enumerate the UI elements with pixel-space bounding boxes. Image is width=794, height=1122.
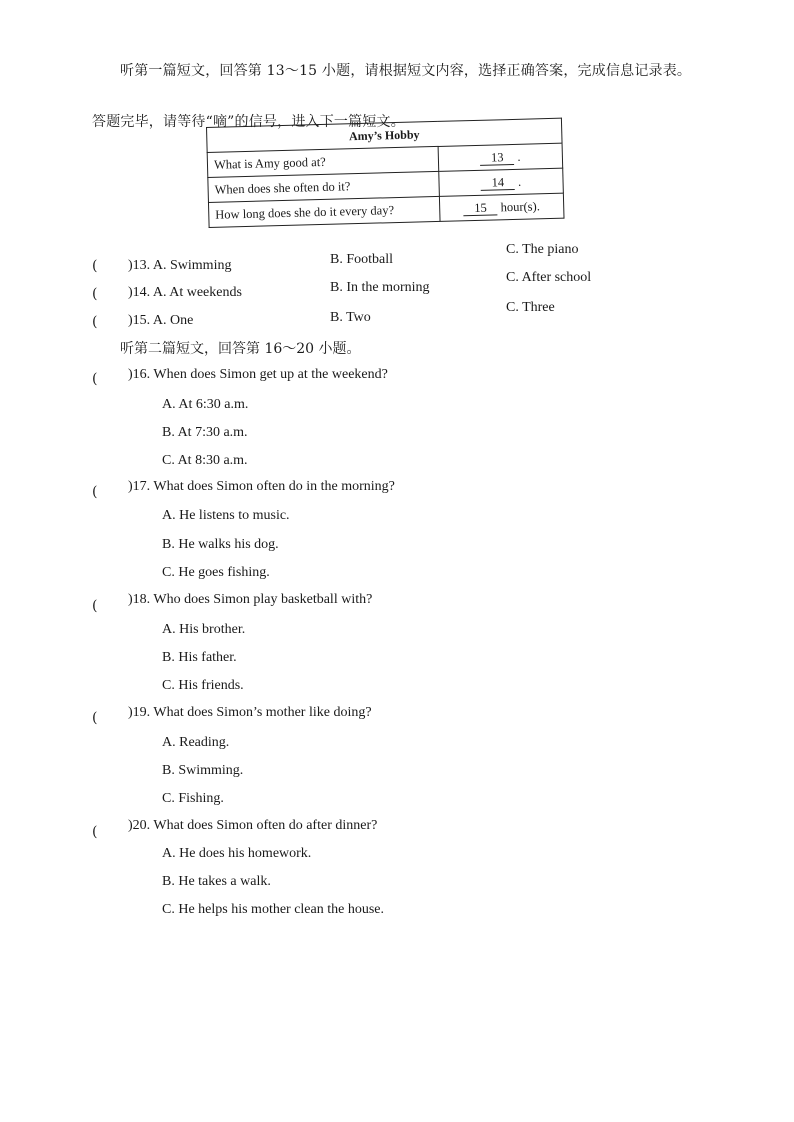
answer-paren[interactable]: (	[92, 258, 98, 274]
question-19: )19. What does Simon’s mother like doing?	[128, 705, 372, 720]
table-title: Amy’s Hobby	[207, 118, 563, 152]
question-15-option-a: )15. A. One	[128, 313, 194, 328]
question-18-option-b: B. His father.	[162, 650, 237, 665]
question-19-option-b: B. Swimming.	[162, 763, 244, 778]
answer-suffix: .	[517, 149, 521, 164]
table-answer-cell	[439, 193, 564, 221]
question-13-option-a: )13. A. Swimming	[128, 258, 232, 273]
section1-instruction-line1: 听第一篇短文，回答第 13～15 小题，请根据短文内容，选择正确答案，完成信息记录表。	[120, 63, 692, 79]
question-17: )17. What does Simon often do in the morning?	[128, 479, 395, 494]
question-20-option-b: B. He takes a walk.	[162, 874, 271, 889]
table-question: When does she often do it?	[208, 171, 440, 202]
question-19-option-a: A. Reading.	[162, 735, 230, 750]
answer-paren[interactable]: (	[92, 710, 98, 726]
answer-blank: 14	[481, 174, 515, 190]
question-19-option-c: C. Fishing.	[162, 791, 224, 806]
question-15-option-c: C. Three	[506, 300, 555, 315]
answer-paren[interactable]: (	[92, 484, 98, 500]
table-answer-cell	[438, 143, 563, 171]
section2-instruction: 听第二篇短文，回答第 16～20 小题。	[120, 341, 361, 357]
question-14-option-a: )14. A. At weekends	[128, 285, 242, 300]
answer-paren[interactable]: (	[92, 286, 98, 302]
table-question: How long does she do it every day?	[208, 196, 440, 227]
question-13-option-b: B. Football	[330, 252, 394, 267]
question-16: )16. When does Simon get up at the weekend?	[128, 367, 388, 382]
table-question: What is Amy good at?	[207, 146, 439, 177]
question-18: )18. Who does Simon play basketball with?	[128, 592, 373, 607]
answer-paren[interactable]: (	[92, 371, 98, 387]
answer-suffix: hour(s).	[500, 198, 541, 214]
question-17-option-a: A. He listens to music.	[162, 508, 290, 523]
answer-blank: 13	[480, 149, 514, 165]
question-13-option-c: C. The piano	[506, 242, 579, 257]
question-17-option-b: B. He walks his dog.	[162, 537, 279, 552]
question-20: )20. What does Simon often do after dinner?	[128, 818, 378, 833]
section1-instruction-line2: 答题完毕，请等待“嘀”的信号，进入下一篇短文。	[92, 114, 405, 130]
answer-paren[interactable]: (	[92, 824, 98, 840]
question-17-option-c: C. He goes fishing.	[162, 565, 270, 580]
question-16-option-c: C. At 8:30 a.m.	[162, 453, 248, 468]
answer-blank: 15	[463, 200, 497, 216]
table-answer-cell	[439, 168, 564, 196]
answer-paren[interactable]: (	[92, 598, 98, 614]
question-16-option-b: B. At 7:30 a.m.	[162, 425, 248, 440]
question-16-option-a: A. At 6:30 a.m.	[162, 397, 249, 412]
amys-hobby-table	[206, 118, 565, 228]
answer-paren[interactable]: (	[92, 314, 98, 330]
answer-suffix: .	[517, 174, 522, 189]
question-15-option-b: B. Two	[330, 310, 371, 325]
question-18-option-c: C. His friends.	[162, 678, 244, 693]
question-20-option-a: A. He does his homework.	[162, 846, 312, 861]
question-14-option-b: B. In the morning	[330, 280, 430, 295]
question-14-option-c: C. After school	[506, 270, 592, 285]
question-20-option-c: C. He helps his mother clean the house.	[162, 902, 385, 917]
question-18-option-a: A. His brother.	[162, 622, 246, 637]
